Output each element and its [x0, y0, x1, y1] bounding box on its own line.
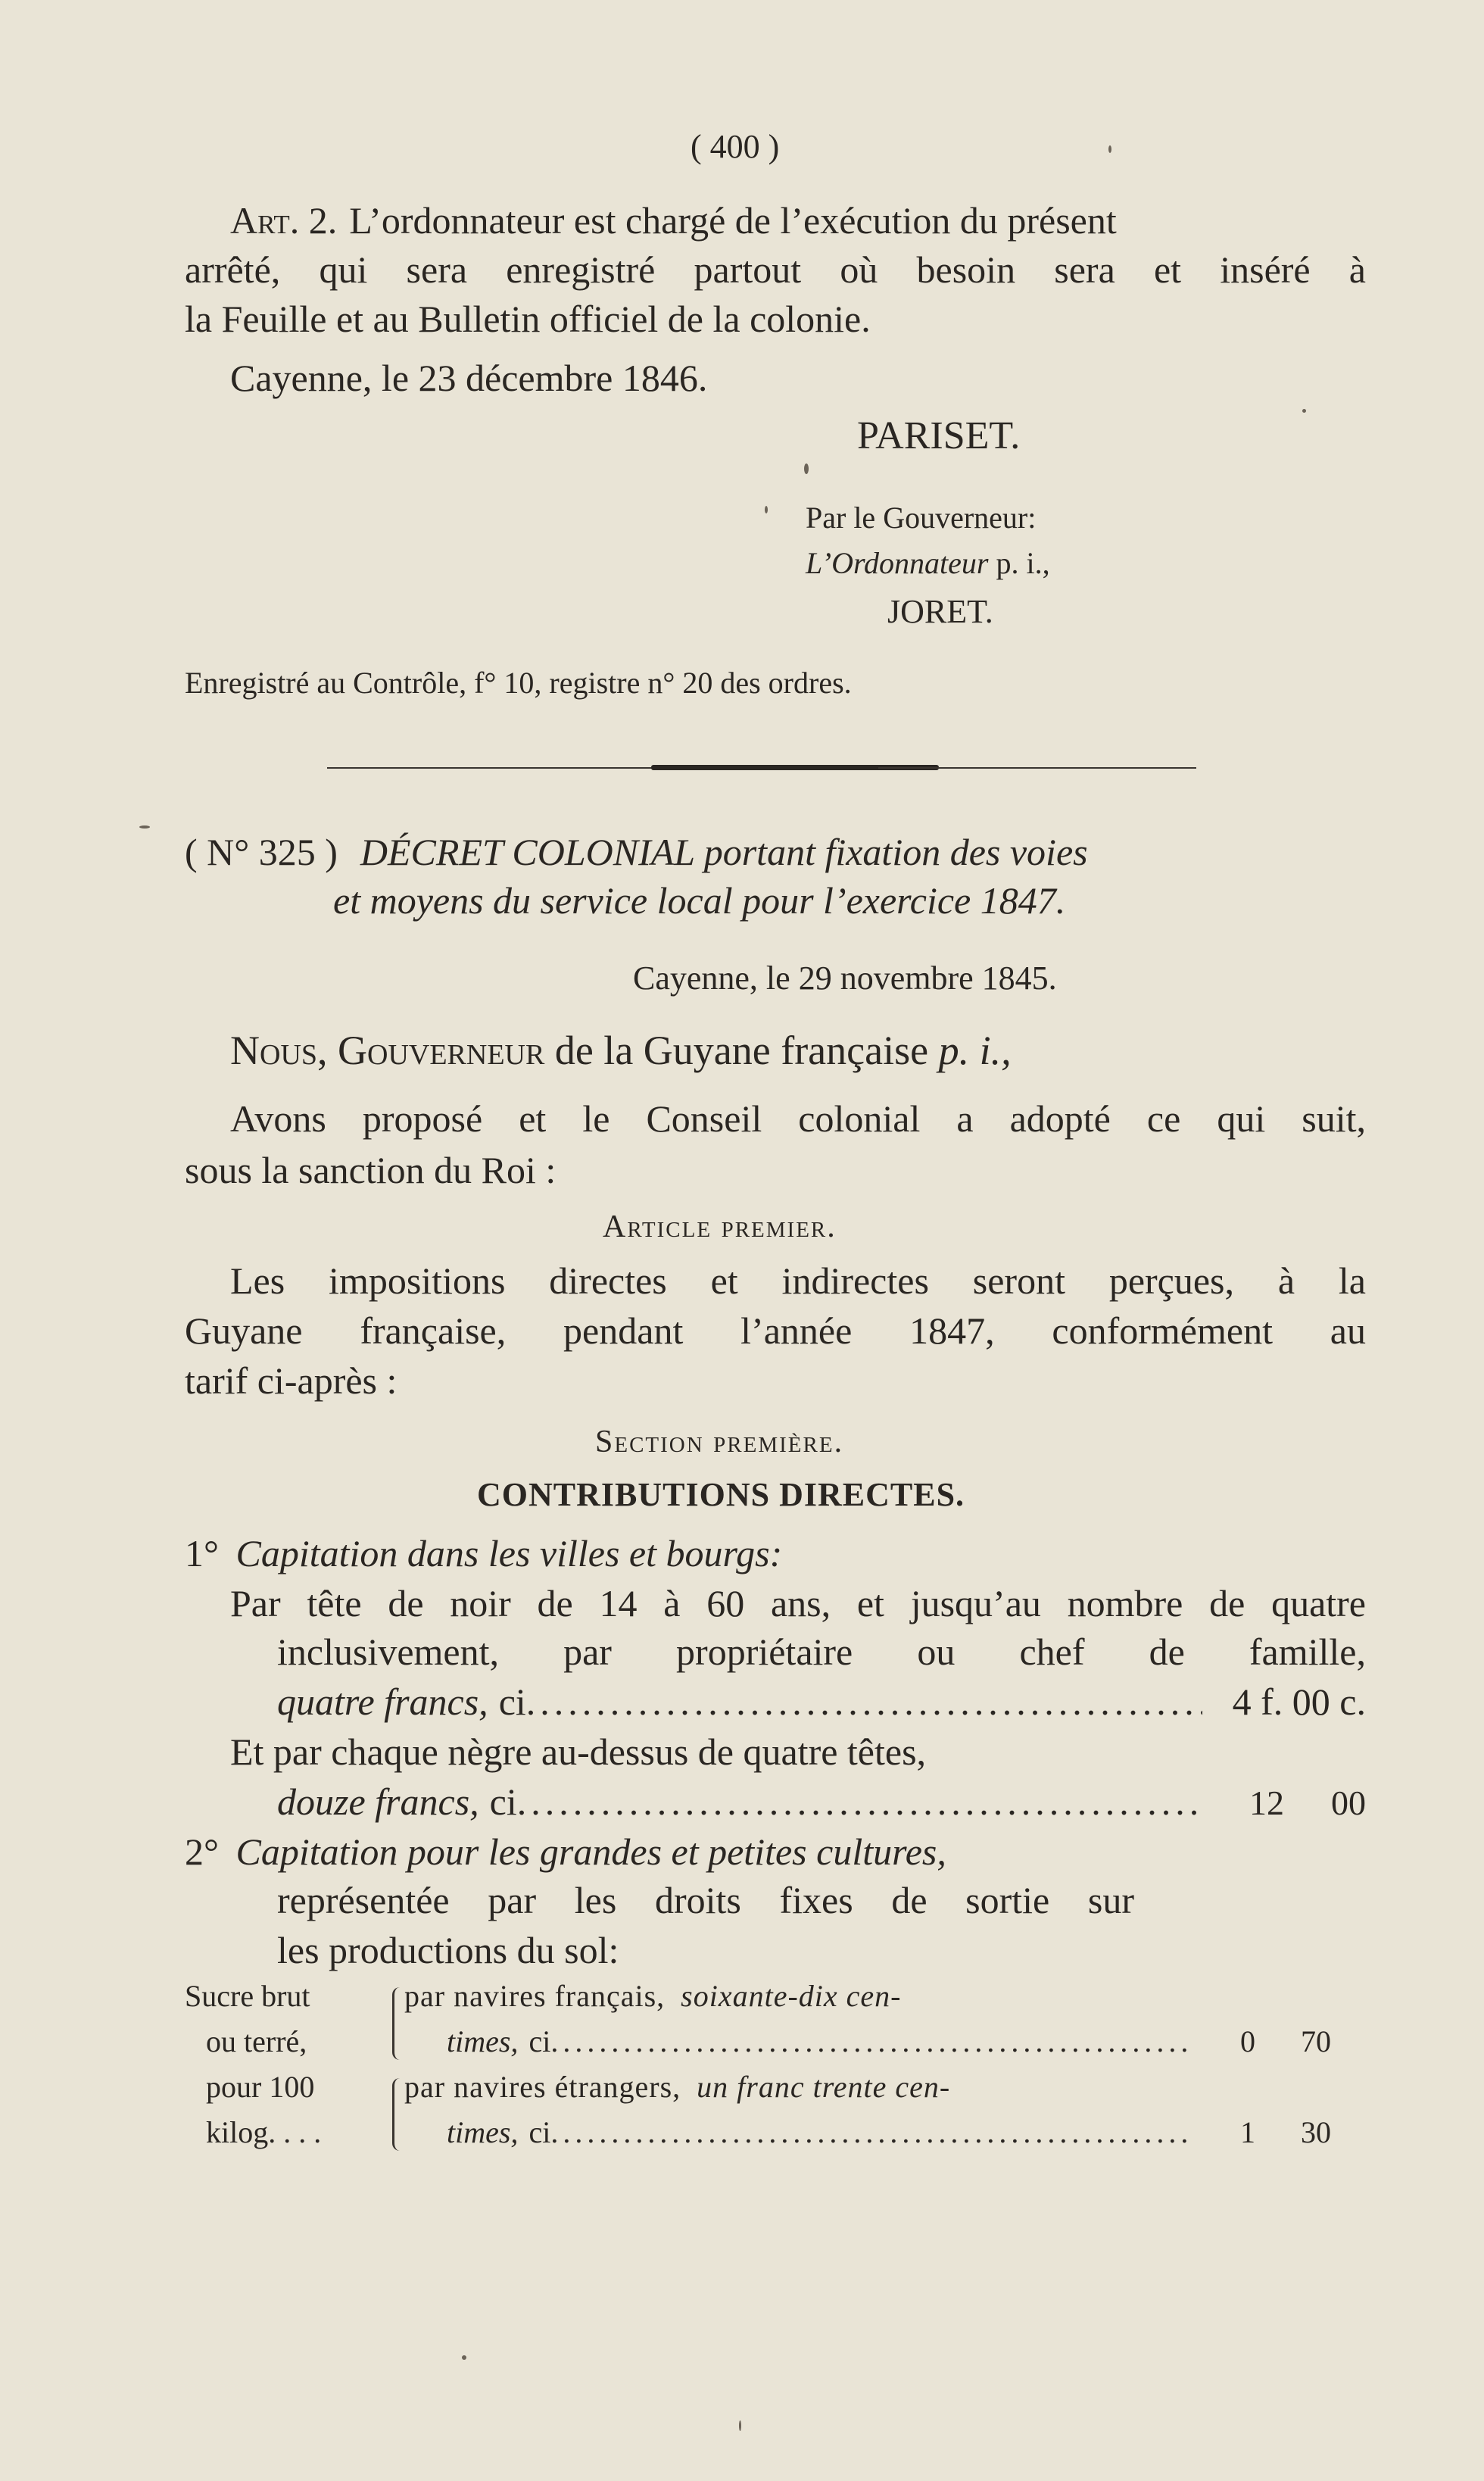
sucre-brace-lower	[392, 2078, 402, 2151]
par-chaque-line1: Et par chaque nègre au-dessus de quatre têtes,	[230, 1730, 927, 1773]
sucre-row2-cents: 30	[1301, 2115, 1331, 2149]
separator-rule-right	[878, 767, 1196, 769]
par-tete-line1: Par tête de noir de 14 à 60 ans, et jusqu’au nombre de quatre	[230, 1582, 1366, 1624]
par-tete-amount-line	[277, 1680, 1366, 1724]
paper-speck	[139, 825, 150, 829]
paper-speck	[739, 2420, 741, 2431]
par-chaque-leader-dots	[517, 1780, 1204, 1824]
sucre-row2-line2	[447, 2114, 1331, 2150]
decree-title-line1: DÉCRET COLONIAL portant fixation des voies	[360, 831, 1088, 873]
paper-speck	[1302, 409, 1306, 413]
sucre-row1-line1	[404, 1978, 1157, 2014]
capitation-1-text: Capitation dans les villes et bourgs:	[235, 1532, 783, 1574]
impositions-line2: Guyane française, pendant l’année 1847, conformément au	[185, 1309, 1366, 1352]
separator-rule-left	[327, 767, 706, 769]
paper-speck	[462, 2355, 466, 2360]
capitation-2-number: 2°	[185, 1830, 219, 1873]
par-tete-amount-words: quatre francs,	[277, 1681, 488, 1723]
contributions-directes-heading: CONTRIBUTIONS DIRECTES.	[477, 1476, 965, 1513]
par-tete-leader-dots	[526, 1680, 1202, 1724]
capitation-2-line3: les productions du sol:	[277, 1929, 619, 1971]
par-chaque-francs: 12	[1249, 1784, 1284, 1822]
article-premier-heading: Article premier.	[603, 1209, 837, 1244]
par-chaque-cents: 00	[1331, 1784, 1366, 1822]
nous-gouverneur-rest: de la Guyane française	[554, 1028, 929, 1073]
impositions-line1: Les impositions directes et indirectes seront perçues, à la	[230, 1259, 1366, 1302]
capitation-2-title	[185, 1830, 946, 1874]
sucre-row1-words: soixante-dix cen-	[681, 1979, 902, 2013]
sucre-row1-words-2: times,	[447, 2024, 519, 2058]
ordonnateur-title: L’Ordonnateur	[806, 546, 989, 580]
capitation-2-line2: représentée par les droits fixes de sortie sur	[277, 1879, 1134, 1921]
par-tete-line2: inclusivement, par propriétaire ou chef de famille,	[277, 1631, 1366, 1673]
section-premiere-heading: Section première.	[595, 1425, 844, 1459]
art2-line1	[230, 198, 1366, 242]
sucre-row1-line2	[447, 2024, 1331, 2059]
par-tete-amount: 4 f. 00 c.	[1232, 1681, 1366, 1723]
sucre-label-line2: ou terré,	[206, 2024, 307, 2058]
art2-label: Art. 2.	[230, 199, 338, 242]
sucre-brace-upper	[392, 1987, 402, 2060]
sucre-row1-francs: 0	[1240, 2024, 1255, 2058]
sucre-row2-leader-dots	[550, 2114, 1187, 2150]
ordonnateur-suffix: p. i.,	[996, 546, 1050, 580]
sucre-row2-text: par navires étrangers,	[404, 2070, 681, 2104]
decree-date: Cayenne, le 29 novembre 1845.	[633, 960, 1057, 997]
enregistre-line: Enregistré au Contrôle, f° 10, registre n° 20 des ordres.	[185, 666, 852, 700]
sucre-row2-ci: ci	[528, 2115, 551, 2149]
nous-gouverneur-pi: p. i.,	[938, 1028, 1012, 1073]
date-cayenne-1846: Cayenne, le 23 décembre 1846.	[230, 357, 708, 399]
art2-line2: arrêté, qui sera enregistré partout où besoin sera et inséré à	[185, 248, 1366, 291]
par-tete-ci: ci	[498, 1681, 526, 1723]
page-number: ( 400 )	[691, 128, 780, 165]
paper-speck	[765, 506, 768, 513]
sucre-label-line3: pour 100	[206, 2070, 315, 2104]
art2-line1-text: L’ordonnateur est chargé de l’exécution du présent	[349, 199, 1117, 242]
nous-gouverneur-lead: Nous, Gouverneur	[230, 1028, 545, 1073]
sucre-row2-words-2: times,	[447, 2115, 519, 2149]
decree-title-line2: et moyens du service local pour l’exercice 1847.	[333, 879, 1066, 922]
paper-speck	[1108, 145, 1111, 153]
capitation-1-title	[185, 1531, 782, 1575]
sucre-label-line4: kilog. . . .	[206, 2115, 322, 2149]
decree-heading-line1	[185, 830, 1366, 874]
sucre-row2-words: un franc trente cen-	[697, 2070, 951, 2104]
capitation-1-number: 1°	[185, 1532, 219, 1574]
ordonnateur-line	[806, 545, 1050, 581]
decree-number: ( N° 325 )	[185, 831, 338, 873]
par-chaque-amount-words: douze francs,	[277, 1780, 479, 1823]
paper-speck	[804, 463, 809, 474]
sucre-row1-cents: 70	[1301, 2024, 1331, 2058]
par-chaque-ci: ci	[489, 1780, 517, 1823]
avons-line2: sous la sanction du Roi :	[185, 1149, 556, 1191]
nous-gouverneur-line	[230, 1027, 1012, 1074]
sucre-row1-leader-dots	[550, 2024, 1187, 2059]
par-le-gouverneur: Par le Gouverneur:	[806, 501, 1037, 535]
sucre-row2-line1	[404, 2069, 1157, 2105]
art2-line3: la Feuille et au Bulletin officiel de la colonie.	[185, 298, 871, 340]
signature-joret: JORET.	[887, 593, 993, 630]
signature-pariset: PARISET.	[857, 414, 1021, 457]
impositions-line3: tarif ci-après :	[185, 1359, 398, 1402]
sucre-label-line1: Sucre brut	[185, 1979, 310, 2013]
sucre-row2-francs: 1	[1240, 2115, 1255, 2149]
sucre-row1-ci: ci	[528, 2024, 551, 2058]
avons-line1: Avons proposé et le Conseil colonial a adopté ce qui suit,	[230, 1097, 1366, 1140]
sucre-row1-text: par navires français,	[404, 1979, 666, 2013]
par-chaque-amount-line	[277, 1780, 1366, 1824]
capitation-2-text: Capitation pour les grandes et petites cultures,	[235, 1830, 946, 1873]
